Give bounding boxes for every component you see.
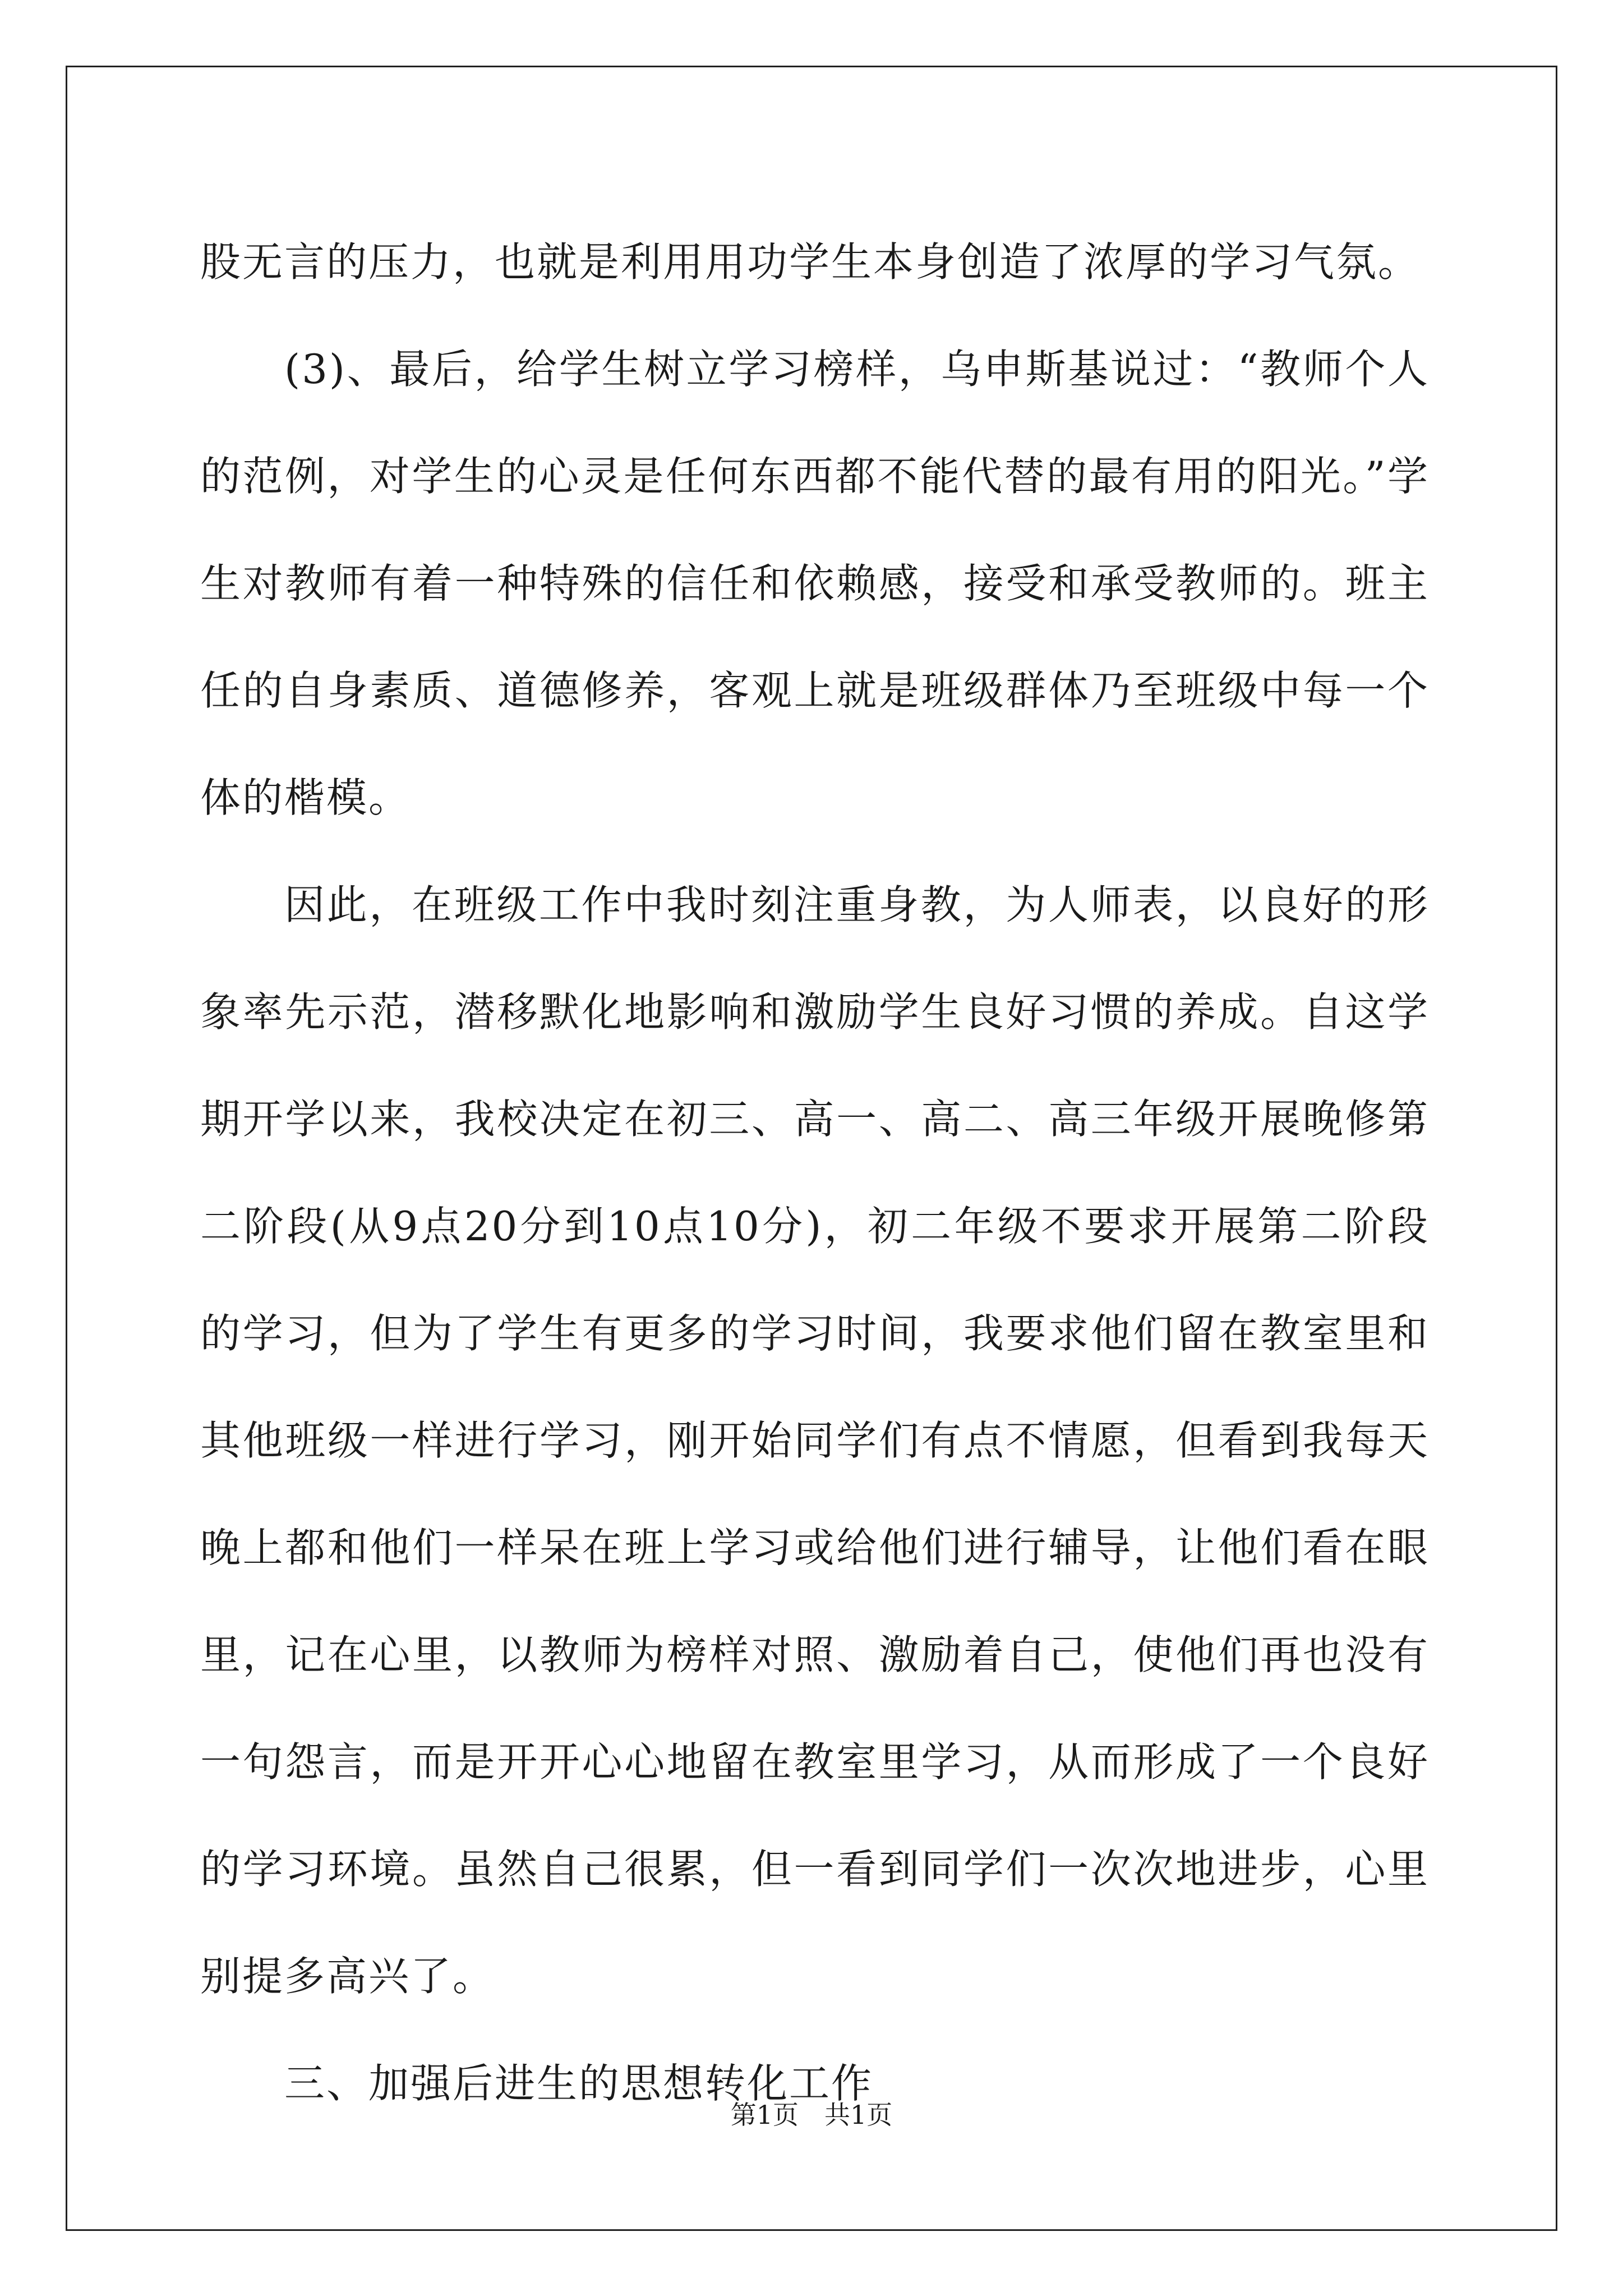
page-footer [0, 2098, 1623, 2132]
paragraph-2: (3)、最后，给学生树立学习榜样，乌申斯基说过：“教师个人的范例，对学生的心灵是任何东西都不能代替的最有用的阳光。”学生对教师有着一种特殊的信任和依赖感，接受和承受教师的。班主任的自身素质、道德修养，客观上就是班级群体乃至班级中每一个体的楷模。 [200, 346, 1430, 821]
paragraph-3: 因此，在班级工作中我时刻注重身教，为人师表，以良好的形象率先示范，潜移默化地影响和激励学生良好习惯的养成。自这学期开学以来，我校决定在初三、高一、高二、高三年级开展晚修第二阶段(从9点20分到10点10分)，初二年级不要求开展第二阶段的学习，但为了学生有更多的学习时间，我要求他们留在教室里和其他班级一样进行学习，刚开始同学们有点不情愿，但看到我每天晚上都和他们一样呆在班上学习或给他们进行辅导，让他们看在眼里，记在心里，以教师为榜样对照、激励着自己，使他们再也没有一句怨言，而是开开心心地留在教室里学习，从而形成了一个良好的学习环境。虽然自己很累，但一看到同学们一次次地进步，心里别提多高兴了。 [200, 881, 1430, 2000]
paragraph-1: 股无言的压力，也就是利用用功学生本身创造了浓厚的学习气氛。 [200, 238, 1421, 286]
page-total: 共1页 [824, 2100, 893, 2130]
page-number: 第1页 [730, 2100, 799, 2130]
document-body [200, 209, 1430, 2137]
section-heading: 三、加强后进生的思想转化工作 [284, 2060, 874, 2107]
